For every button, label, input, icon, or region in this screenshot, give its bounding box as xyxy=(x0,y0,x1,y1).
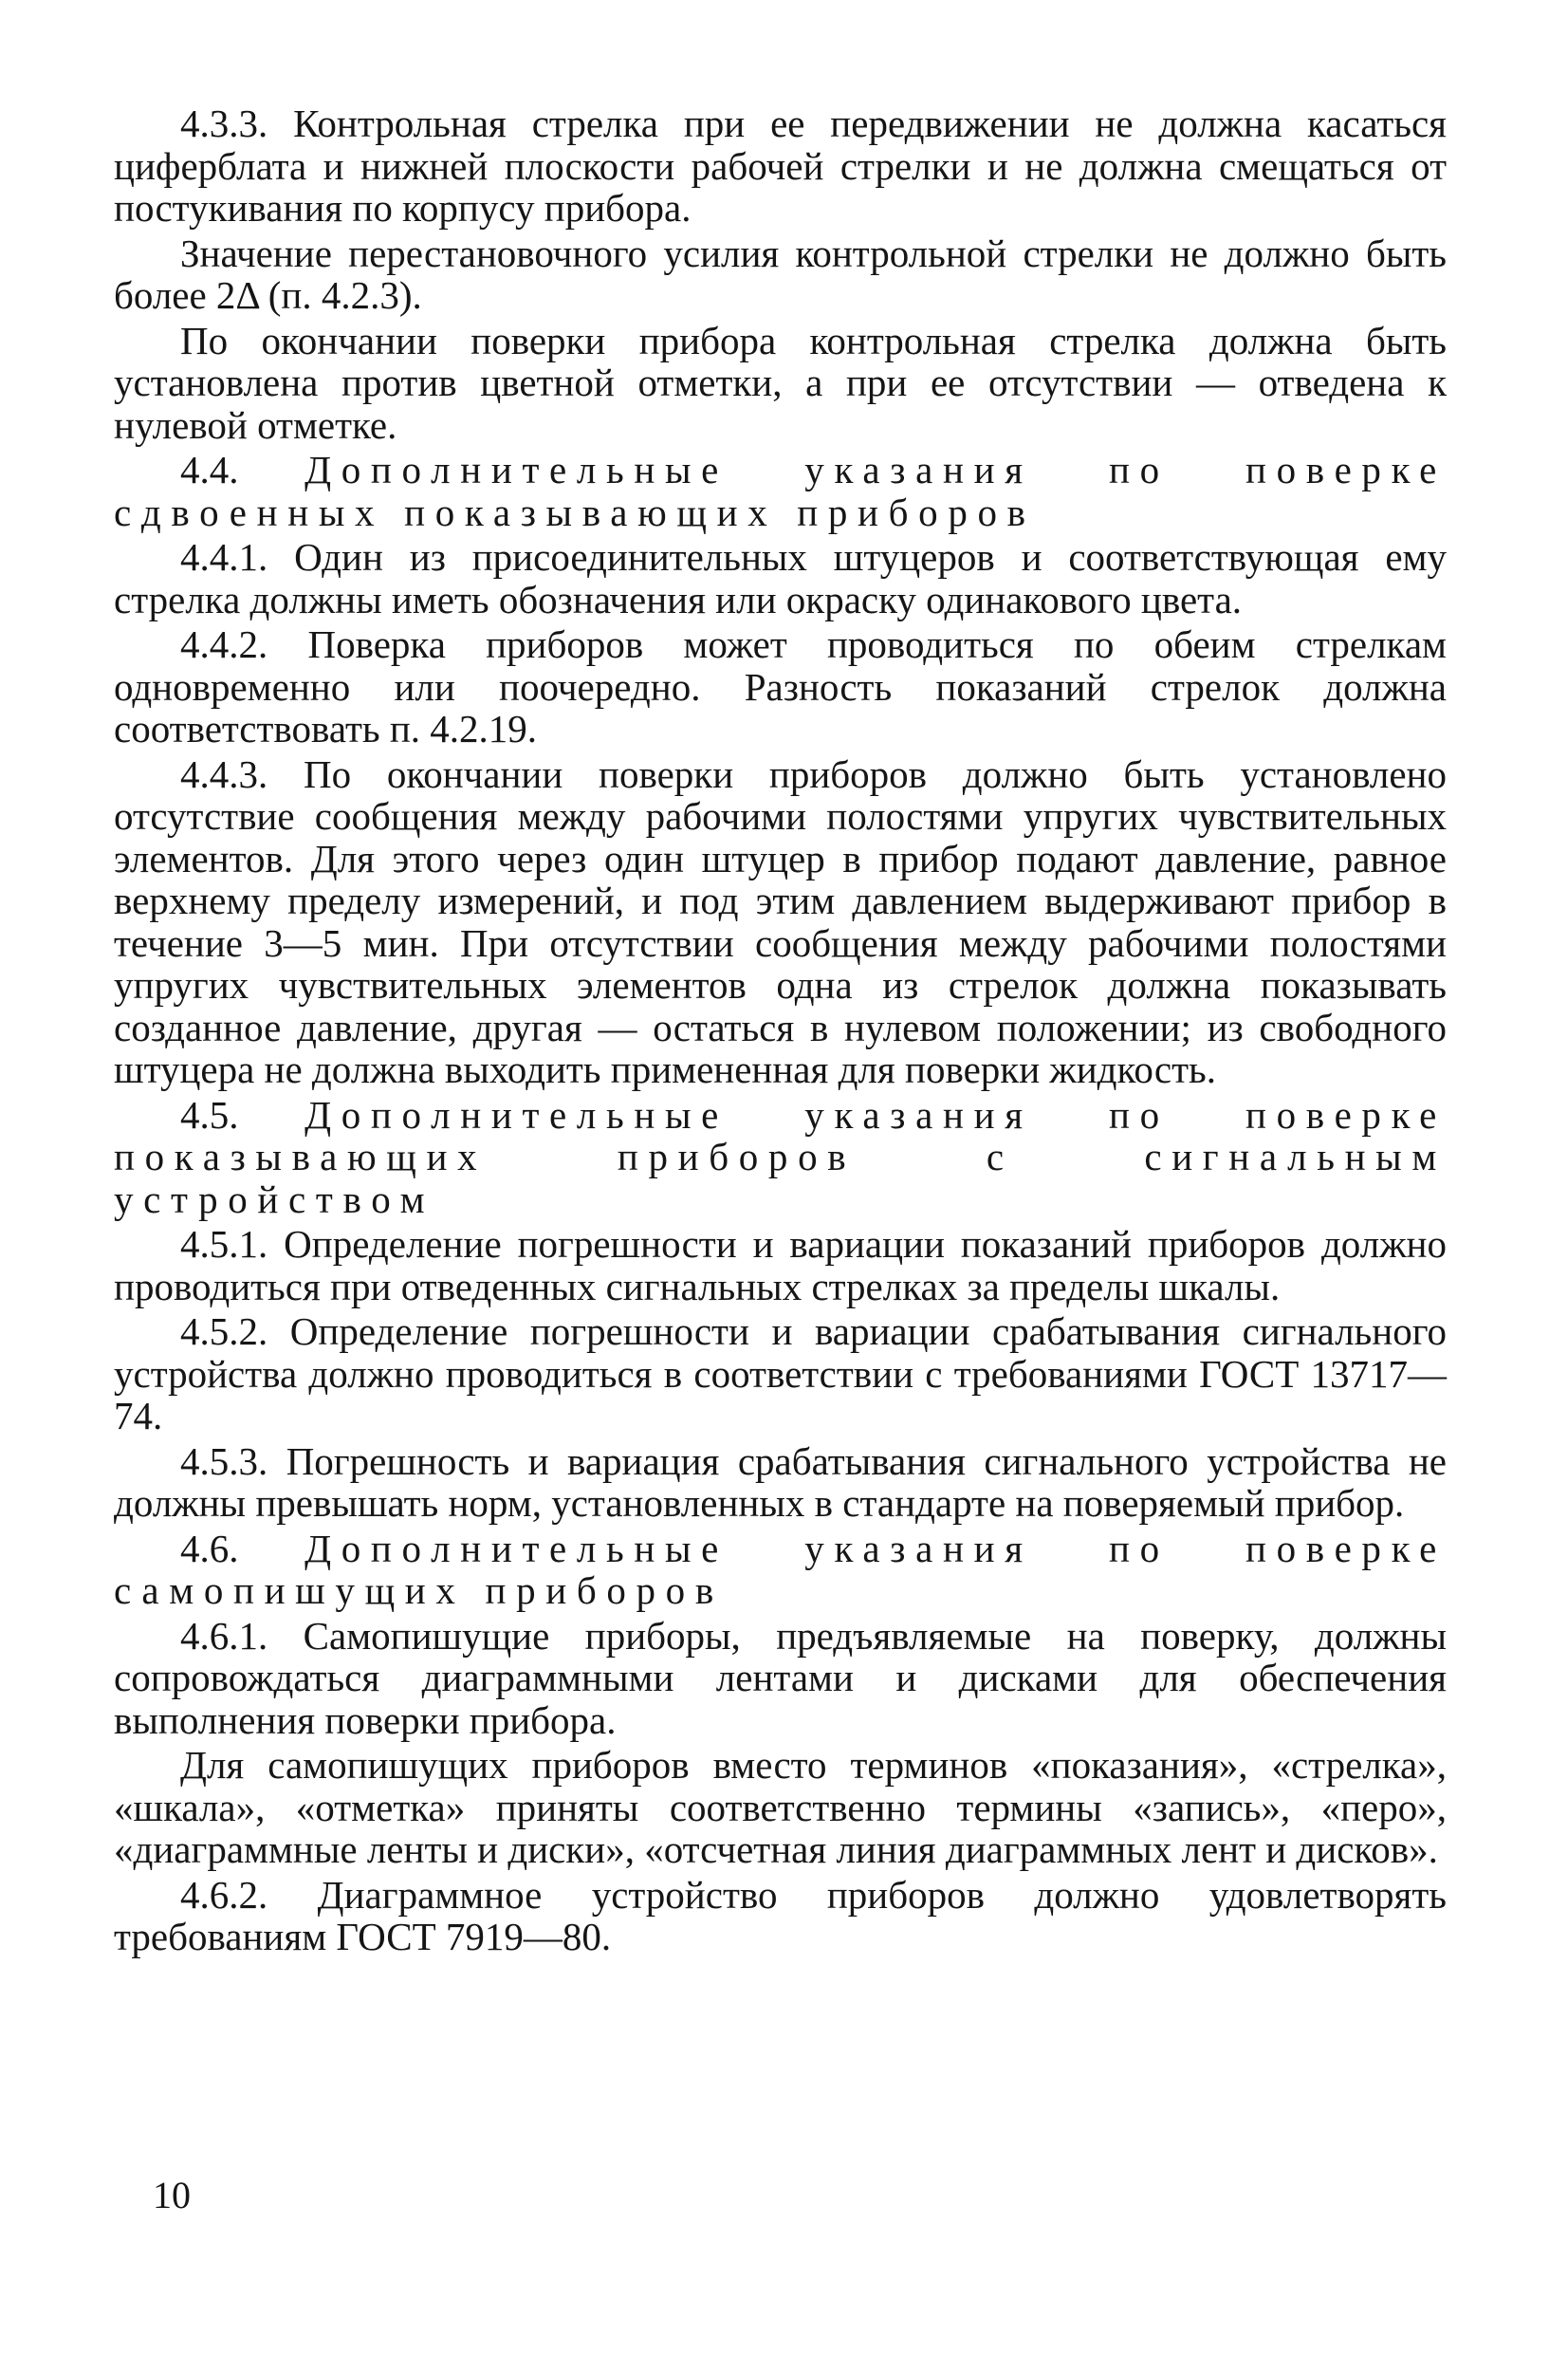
section-number: 4.5. xyxy=(180,1092,239,1137)
paragraph-4-6-2: 4.6.2. Диаграммное устройство приборов должно удовлетворять требованиям ГОСТ 7919—80. xyxy=(114,1872,1447,1958)
paragraph-force-value: Значение перестановочного усилия контрольной стрелки не должно быть более 2Δ (п. 4.2.3). xyxy=(114,231,1447,317)
section-heading-4-5 xyxy=(114,1094,1447,1221)
section-heading-4-4 xyxy=(114,449,1447,533)
page-number: 10 xyxy=(153,2174,191,2216)
paragraph-4-5-2: 4.5.2. Определение погрешности и вариации срабатывания сигнального устройства должно проводиться в соответствии с требованиями ГОСТ 13717—74. xyxy=(114,1309,1447,1437)
paragraph-4-5-1: 4.5.1. Определение погрешности и вариации показаний приборов должно проводиться при отведенных сигнальных стрелках за пределы шкалы. xyxy=(114,1222,1447,1308)
paragraph-4-4-2: 4.4.2. Поверка приборов может проводиться по обеим стрелкам одновременно или поочередно. Разность показаний стрелок должна соответствовать п. 4.2.19. xyxy=(114,622,1447,751)
paragraph-4-3-3: 4.3.3. Контрольная стрелка при ее передвижении не должна касаться циферблата и нижней плоскости рабочей стрелки и не должна смещаться от постукивания по корпусу прибора. xyxy=(114,102,1447,230)
paragraph-4-5-3: 4.5.3. Погрешность и вариация срабатывания сигнального устройства не должны превышать норм, установленных в стандарте на поверяемый прибор. xyxy=(114,1438,1447,1525)
paragraph-4-6-1: 4.6.1. Самопишущие приборы, предъявляемые на поверку, должны сопровождаться диаграммными лентами и дисками для обеспечения выполнения поверки прибора. xyxy=(114,1613,1447,1742)
section-title: Дополнительные указания по поверке самопишущих приборов xyxy=(114,1526,1448,1612)
paragraph-4-4-3: 4.4.3. По окончании поверки приборов должно быть установлено отсутствие сообщения между рабочими полостями упругих чувствительных элементов. Для этого через один штуцер в прибор подают давление, равное верхнему пределу измерений, и под этим давлением выдерживают прибор в течение 3—5 мин. При отсутствии сообщения между рабочими полостями упругих чувствительных элементов одна из стрелок должна показывать созданное давление, другая — остаться в нулевом положении; из свободного штуцера не должна выходить примененная для поверки жидкость. xyxy=(114,751,1447,1091)
page-body xyxy=(114,102,1447,1961)
paragraph-after-verification: По окончании поверки прибора контрольная стрелка должна быть установлена против цветной отметки, а при ее отсутствии — отведена к нулевой отметке. xyxy=(114,318,1447,447)
section-title: Дополнительные указания по поверке сдвоенных показывающих приборов xyxy=(114,448,1448,534)
section-title: Дополнительные указания по поверке показывающих приборов с сигнальным устройством xyxy=(114,1092,1448,1221)
paragraph-4-4-1: 4.4.1. Один из присоединительных штуцеров и соответствующая ему стрелка должны иметь обозначения или окраску одинакового цвета. xyxy=(114,535,1447,621)
paragraph-terms: Для самопишущих приборов вместо терминов «показания», «стрелка», «шкала», «отметка» приняты соответственно термины «запись», «перо», «диаграммные ленты и диски», «отсчетная линия диаграммных лент и дисков». xyxy=(114,1743,1447,1871)
section-number: 4.6. xyxy=(180,1526,239,1570)
section-number: 4.4. xyxy=(180,448,239,491)
section-heading-4-6 xyxy=(114,1528,1447,1612)
